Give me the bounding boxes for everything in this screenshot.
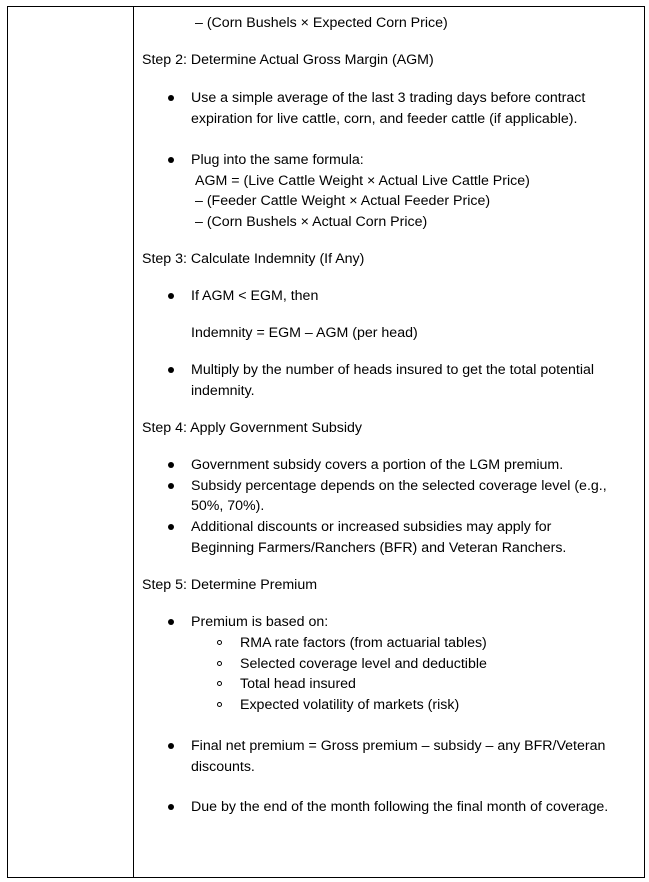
sub-list-item: Selected coverage level and deductible xyxy=(240,656,487,672)
formula-line: – (Corn Bushels × Expected Corn Price) xyxy=(195,15,448,31)
bullet-icon xyxy=(168,95,174,101)
bullet-icon xyxy=(168,483,174,489)
circle-bullet-icon xyxy=(217,661,222,666)
list-item: Use a simple average of the last 3 trading days before contract xyxy=(191,90,586,106)
circle-bullet-icon xyxy=(217,681,222,686)
list-item-continuation: discounts. xyxy=(191,759,255,775)
list-item: Government subsidy covers a portion of the LGM premium. xyxy=(191,457,564,473)
list-item: If AGM < EGM, then xyxy=(191,288,319,304)
list-item-continuation: Beginning Farmers/Ranchers (BFR) and Veteran Ranchers. xyxy=(191,540,567,556)
formula-line: – (Corn Bushels × Actual Corn Price) xyxy=(195,214,428,230)
formula-line: AGM = (Live Cattle Weight × Actual Live Cattle Price) xyxy=(195,173,530,189)
list-item-continuation: 50%, 70%). xyxy=(191,498,265,514)
formula-line: – (Feeder Cattle Weight × Actual Feeder Price) xyxy=(195,193,491,209)
bullet-icon xyxy=(168,743,174,749)
step-3-heading: Step 3: Calculate Indemnity (If Any) xyxy=(142,251,365,267)
formula-line: Indemnity = EGM – AGM (per head) xyxy=(191,325,418,341)
list-item-continuation: indemnity. xyxy=(191,383,255,399)
list-item: Final net premium = Gross premium – subsidy – any BFR/Veteran xyxy=(191,738,606,754)
circle-bullet-icon xyxy=(217,702,222,707)
column-divider xyxy=(133,6,134,878)
list-item-continuation: expiration for live cattle, corn, and feeder cattle (if applicable). xyxy=(191,111,578,127)
step-2-heading: Step 2: Determine Actual Gross Margin (AGM) xyxy=(142,52,434,68)
list-item: Additional discounts or increased subsidies may apply for xyxy=(191,519,552,535)
bullet-icon xyxy=(168,524,174,530)
bullet-icon xyxy=(168,804,174,810)
bullet-icon xyxy=(168,293,174,299)
bullet-icon xyxy=(168,462,174,468)
circle-bullet-icon xyxy=(217,640,222,645)
list-item: Plug into the same formula: xyxy=(191,152,364,168)
list-item: Subsidy percentage depends on the selected coverage level (e.g., xyxy=(191,478,607,494)
bullet-icon xyxy=(168,157,174,163)
sub-list-item: Total head insured xyxy=(240,676,356,692)
list-item: Premium is based on: xyxy=(191,614,329,630)
list-item: Due by the end of the month following the final month of coverage. xyxy=(191,799,609,815)
bullet-icon xyxy=(168,619,174,625)
bullet-icon xyxy=(168,367,174,373)
list-item: Multiply by the number of heads insured to get the total potential xyxy=(191,362,595,378)
step-5-heading: Step 5: Determine Premium xyxy=(142,577,318,593)
sub-list-item: Expected volatility of markets (risk) xyxy=(240,697,460,713)
sub-list-item: RMA rate factors (from actuarial tables) xyxy=(240,635,487,651)
step-4-heading: Step 4: Apply Government Subsidy xyxy=(142,420,363,436)
